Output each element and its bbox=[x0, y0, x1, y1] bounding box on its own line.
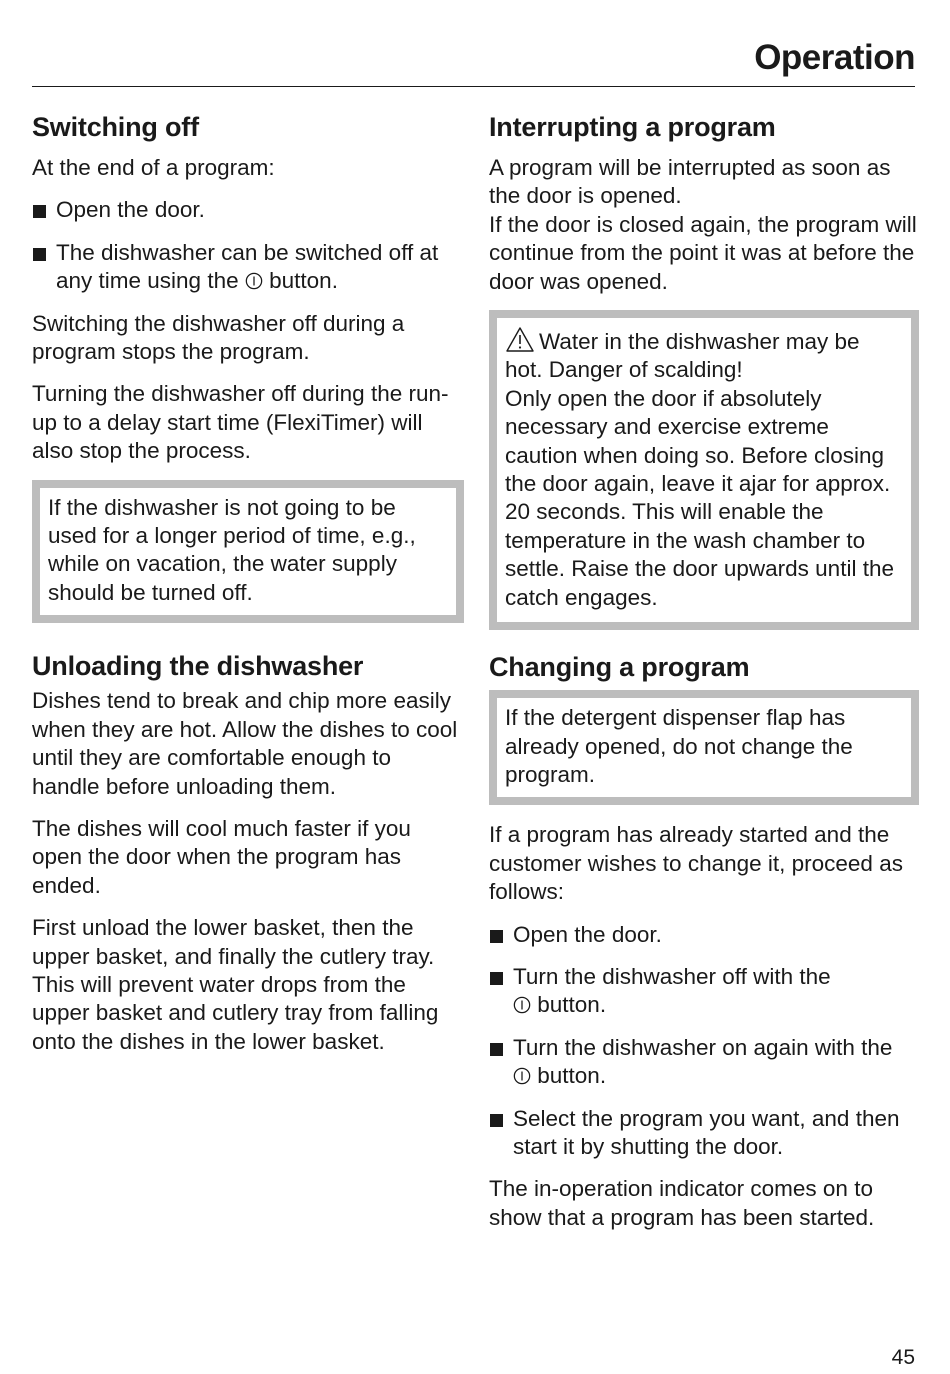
switching-off-steps bbox=[32, 196, 464, 295]
unloading-paragraph: This will prevent water drops from the upper basket and cutlery tray from falling onto the dishes in the lower basket. bbox=[32, 971, 439, 1054]
list-item: The dishwasher can be switched off at any time using the button. bbox=[32, 239, 464, 296]
changing-steps bbox=[489, 921, 919, 1162]
bullet-square-icon bbox=[490, 1114, 503, 1127]
unloading-paragraph: The dishes will cool much faster if you open the door when the program has ended. bbox=[32, 815, 411, 898]
page-number: 45 bbox=[891, 1346, 915, 1369]
list-item: Open the door. bbox=[32, 196, 464, 224]
switching-off-intro: At the end of a program: bbox=[32, 155, 275, 180]
section-heading-interrupting: Interrupting a program bbox=[489, 112, 776, 142]
warning-box-scalding bbox=[489, 310, 919, 630]
power-button-icon bbox=[513, 1067, 531, 1085]
power-button-icon bbox=[513, 996, 531, 1014]
section-heading-unloading: Unloading the dishwasher bbox=[32, 651, 364, 682]
bullet-square-icon bbox=[490, 1043, 503, 1056]
interrupting-paragraph: If the door is closed again, the program will continue from the point it was at before the door was opened. bbox=[489, 211, 917, 294]
bullet-square-icon bbox=[33, 248, 46, 261]
note-box-detergent-flap: If the detergent dispenser flap has already opened, do not change the program. bbox=[489, 690, 919, 805]
bullet-square-icon bbox=[490, 972, 503, 985]
list-item: Open the door. bbox=[489, 921, 919, 949]
right-column bbox=[489, 106, 919, 1232]
bullet-square-icon bbox=[490, 930, 503, 943]
section-heading-changing: Changing a program bbox=[489, 652, 750, 683]
interrupting-paragraph: A program will be interrupted as soon as the door is opened. bbox=[489, 155, 891, 209]
list-item: Turn the dishwasher off with the button. bbox=[489, 963, 919, 1020]
switching-off-paragraph: Switching the dishwasher off during a program stops the program. bbox=[32, 310, 405, 365]
warning-triangle-icon bbox=[505, 326, 535, 353]
note-box-water-supply: If the dishwasher is not going to be used for a longer period of time, e.g., while on vacation, the water supply should be turned off. bbox=[32, 480, 464, 624]
switching-off-paragraph: Turning the dishwasher off during the run-up to a delay start time (FlexiTimer) will also stop the process. bbox=[32, 381, 449, 464]
power-button-icon bbox=[245, 272, 263, 290]
unloading-paragraph: Dishes tend to break and chip more easily when they are hot. Allow the dishes to cool until they are comfortable enough to handle before unloading them. bbox=[32, 688, 458, 799]
changing-outro: The in-operation indicator comes on to show that a program has been started. bbox=[489, 1176, 875, 1230]
list-item: Turn the dishwasher on again with the button. bbox=[489, 1034, 919, 1091]
page-title: Operation bbox=[754, 38, 915, 77]
list-item: Select the program you want, and then start it by shutting the door. bbox=[489, 1105, 919, 1162]
warning-heading-text: Water in the dishwasher may be hot. Danger of scalding! bbox=[505, 329, 860, 383]
page-header bbox=[32, 36, 915, 87]
bullet-square-icon bbox=[33, 205, 46, 218]
left-column bbox=[32, 106, 464, 1056]
unloading-paragraph: First unload the lower basket, then the upper basket, and finally the cutlery tray. bbox=[32, 915, 435, 969]
section-heading-switching-off: Switching off bbox=[32, 112, 199, 142]
warning-body-text: Only open the door if absolutely necessary and exercise extreme caution when doing so. Before closing the door again, leave it ajar for approx. 20 seconds. This will enable the temperature in the wash chamber to settle. Raise the door upwards until the catch engages. bbox=[505, 385, 894, 610]
changing-intro: If a program has already started and the customer wishes to change it, proceed as follows: bbox=[489, 822, 903, 905]
